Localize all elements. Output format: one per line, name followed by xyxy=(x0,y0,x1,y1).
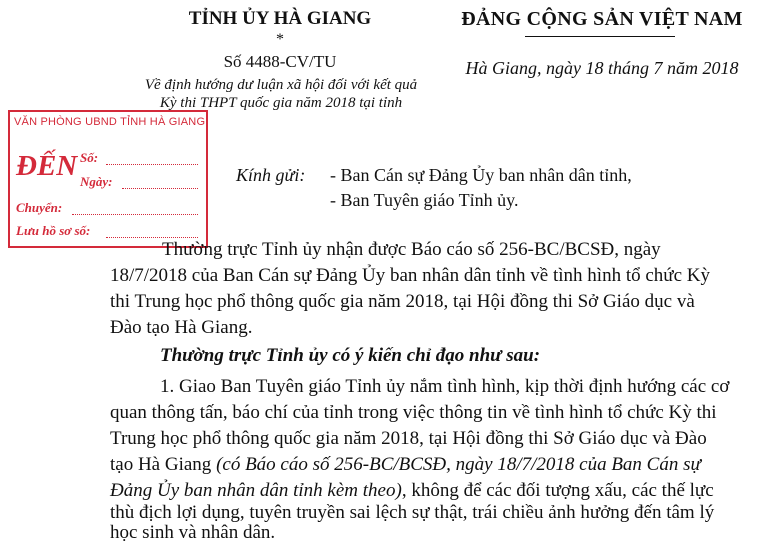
document-number: Số 4488-CV/TU xyxy=(223,52,337,71)
item1-line-4-italic: (có Báo cáo số 256-BC/BCSĐ, ngày 18/7/2018 của Ban Cán sự xyxy=(216,454,701,475)
received-stamp xyxy=(8,110,208,248)
para1-line-3: thi Trung học phổ thông quốc gia năm 2018, tại Hội đồng thi Sở Giáo dục và xyxy=(110,291,695,312)
stamp-ngay-label: Ngày: xyxy=(80,174,113,189)
header-star: * xyxy=(276,31,284,48)
stamp-office-name: VĂN PHÒNG UBND TỈNH HÀ GIANG xyxy=(14,116,206,128)
stamp-chuyen-line xyxy=(72,214,198,215)
item1-line-5-plain: , không để các đối tượng xấu, các thế lực xyxy=(401,480,714,501)
stamp-luu-line xyxy=(106,237,198,238)
para1-line-1: Thường trực Tỉnh ủy nhận được Báo cáo số 256-BC/BCSĐ, ngày xyxy=(162,239,661,260)
item1-line-3: Trung học phổ thông quốc gia năm 2018, tại Hội đồng thi Sở Giáo dục và Đào xyxy=(110,428,707,449)
item1-line-5 xyxy=(110,480,714,502)
salutation-label: Kính gửi: xyxy=(236,165,306,185)
place-and-date: Hà Giang, ngày 18 tháng 7 năm 2018 xyxy=(465,58,739,78)
subject-line-2: Kỳ thi THPT quốc gia năm 2018 tại tỉnh xyxy=(159,95,403,111)
item1-line-4-plain: tạo Hà Giang xyxy=(110,454,217,475)
stamp-chuyen-label: Chuyển: xyxy=(16,200,63,215)
issuing-organization: TỈNH ỦY HÀ GIANG xyxy=(188,8,372,29)
stamp-ngay-line xyxy=(122,188,198,189)
stamp-so-line xyxy=(106,164,198,165)
directive-heading: Thường trực Tỉnh ủy có ý kiến chỉ đạo như sau: xyxy=(160,345,541,366)
para1-line-4: Đào tạo Hà Giang. xyxy=(110,317,253,338)
item1-line-2: quan thông tấn, báo chí của tỉnh trong việc thông tin về tình hình tổ chức Kỳ thi xyxy=(110,402,717,423)
stamp-den-mark: ĐẾN xyxy=(16,150,78,182)
item1-line-4 xyxy=(110,454,701,476)
stamp-luu-label: Lưu hồ sơ số: xyxy=(16,223,91,238)
para1-line-2: 18/7/2018 của Ban Cán sự Đảng Ủy ban nhân dân tỉnh về tình hình tổ chức Kỳ xyxy=(110,265,710,286)
party-name: ĐẢNG CỘNG SẢN VIỆT NAM xyxy=(461,8,743,30)
party-name-underline xyxy=(525,36,675,37)
recipient-item: - Ban Tuyên giáo Tỉnh ủy. xyxy=(330,190,519,210)
item1-line-6: thù địch lợi dụng, tuyên truyền sai lệch sự thật, trái chiều ảnh hưởng đến tâm lý xyxy=(110,502,715,523)
item1-line-5-italic: Đảng Ủy ban nhân dân tỉnh kèm theo) xyxy=(110,480,402,501)
subject-line-1: Về định hướng dư luận xã hội đối với kết quả xyxy=(144,77,418,93)
recipient-item: - Ban Cán sự Đảng Ủy ban nhân dân tỉnh, xyxy=(330,165,632,185)
stamp-so-label: Số: xyxy=(80,150,99,165)
item1-line-1: 1. Giao Ban Tuyên giáo Tỉnh ủy nắm tình hình, kịp thời định hướng các cơ xyxy=(160,376,730,397)
item1-line-7: học sinh và nhân dân. xyxy=(110,522,276,543)
